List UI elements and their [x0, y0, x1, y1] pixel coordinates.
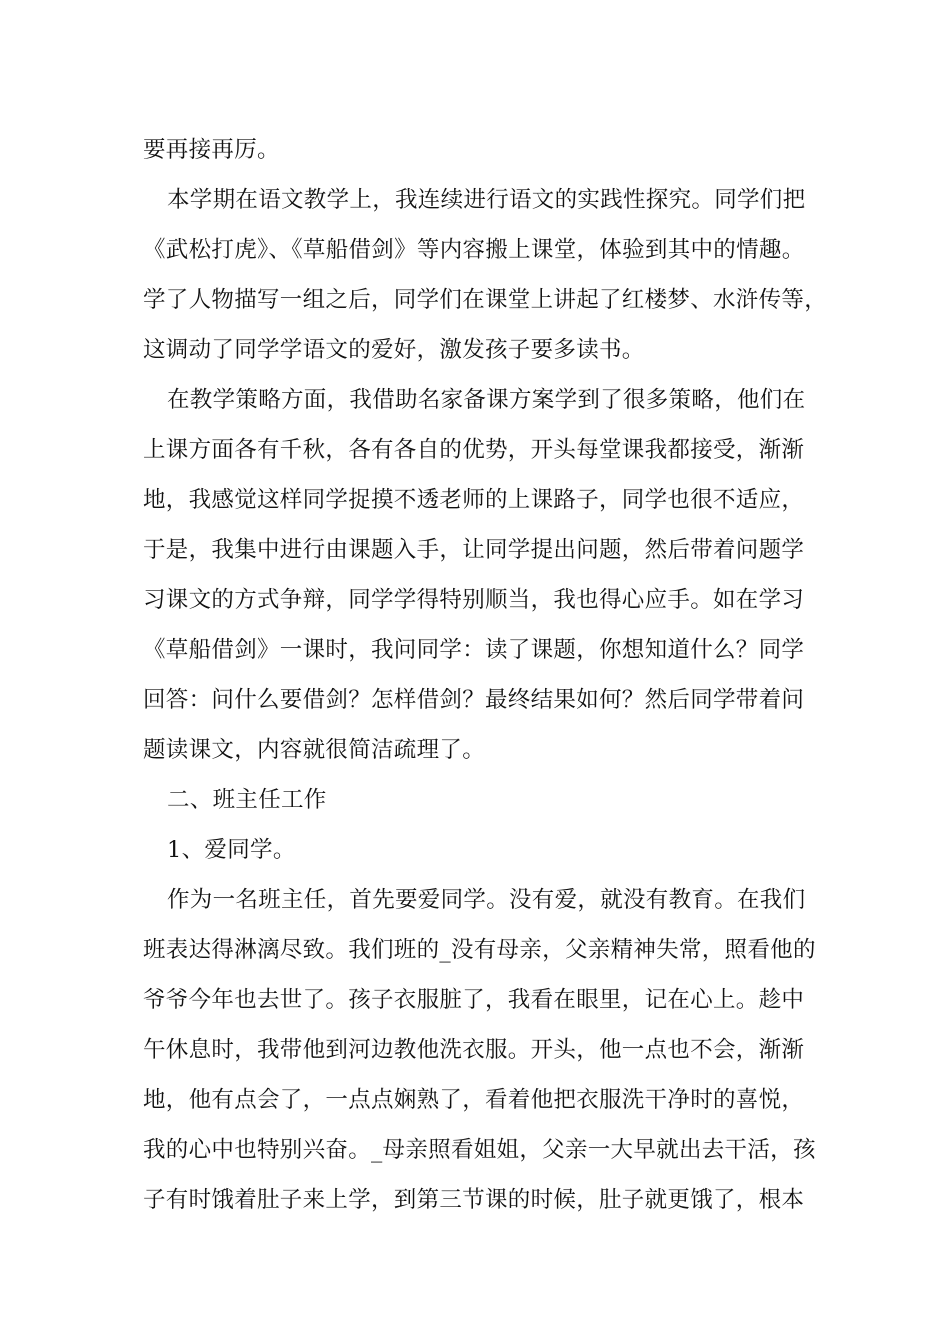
- paragraph-first-line: 在教学策略方面，我借助名家备课方案学到了很多策略，他们在: [167, 387, 806, 413]
- text-line: 地，他有点会了，一点点娴熟了，看着他把衣服洗干净时的喜悦，: [143, 1087, 805, 1113]
- subsection-heading: 1、爱同学。: [167, 837, 296, 863]
- text-line: 午休息时，我带他到河边教他洗衣服。开头，他一点也不会，渐渐: [143, 1037, 805, 1063]
- text-line: 这调动了同学学语文的爱好，激发孩子要多读书。: [143, 337, 645, 363]
- text-line: 题读课文，内容就很简洁疏理了。: [143, 737, 486, 763]
- text-line: 上课方面各有千秋，各有各自的优势，开头每堂课我都接受，渐渐: [143, 437, 805, 463]
- text-line: 子有时饿着肚子来上学，到第三节课的时候，肚子就更饿了，根本: [143, 1187, 805, 1213]
- text-line: 学了人物描写一组之后，同学们在课堂上讲起了红楼梦、水浒传等，: [143, 287, 828, 313]
- text-line: 于是，我集中进行由课题入手，让同学提出问题，然后带着问题学: [143, 537, 805, 563]
- text-line: 《草船借剑》一课时，我问同学：读了课题，你想知道什么？同学: [143, 637, 805, 663]
- text-line: 回答：问什么要借剑？怎样借剑？最终结果如何？然后同学带着问: [143, 687, 805, 713]
- paragraph-first-line: 作为一名班主任，首先要爱同学。没有爱，就没有教育。在我们: [167, 887, 806, 913]
- paragraph-first-line: 本学期在语文教学上，我连续进行语文的实践性探究。同学们把: [167, 187, 806, 213]
- text-line: 班表达得淋漓尽致。我们班的_没有母亲，父亲精神失常，照看他的: [143, 937, 816, 963]
- text-line: 我的心中也特别兴奋。_母亲照看姐姐，父亲一大早就出去干活，孩: [143, 1137, 816, 1163]
- text-line: 要再接再厉。: [143, 137, 280, 163]
- text-line: 地，我感觉这样同学捉摸不透老师的上课路子，同学也很不适应，: [143, 487, 805, 513]
- text-line: 《武松打虎》、《草船借剑》等内容搬上课堂，体验到其中的情趣。: [143, 237, 805, 263]
- text-line: 爷爷今年也去世了。孩子衣服脏了，我看在眼里，记在心上。趁中: [143, 987, 805, 1013]
- section-heading: 二、班主任工作: [167, 787, 327, 813]
- text-line: 习课文的方式争辩，同学学得特别顺当，我也得心应手。如在学习: [143, 587, 805, 613]
